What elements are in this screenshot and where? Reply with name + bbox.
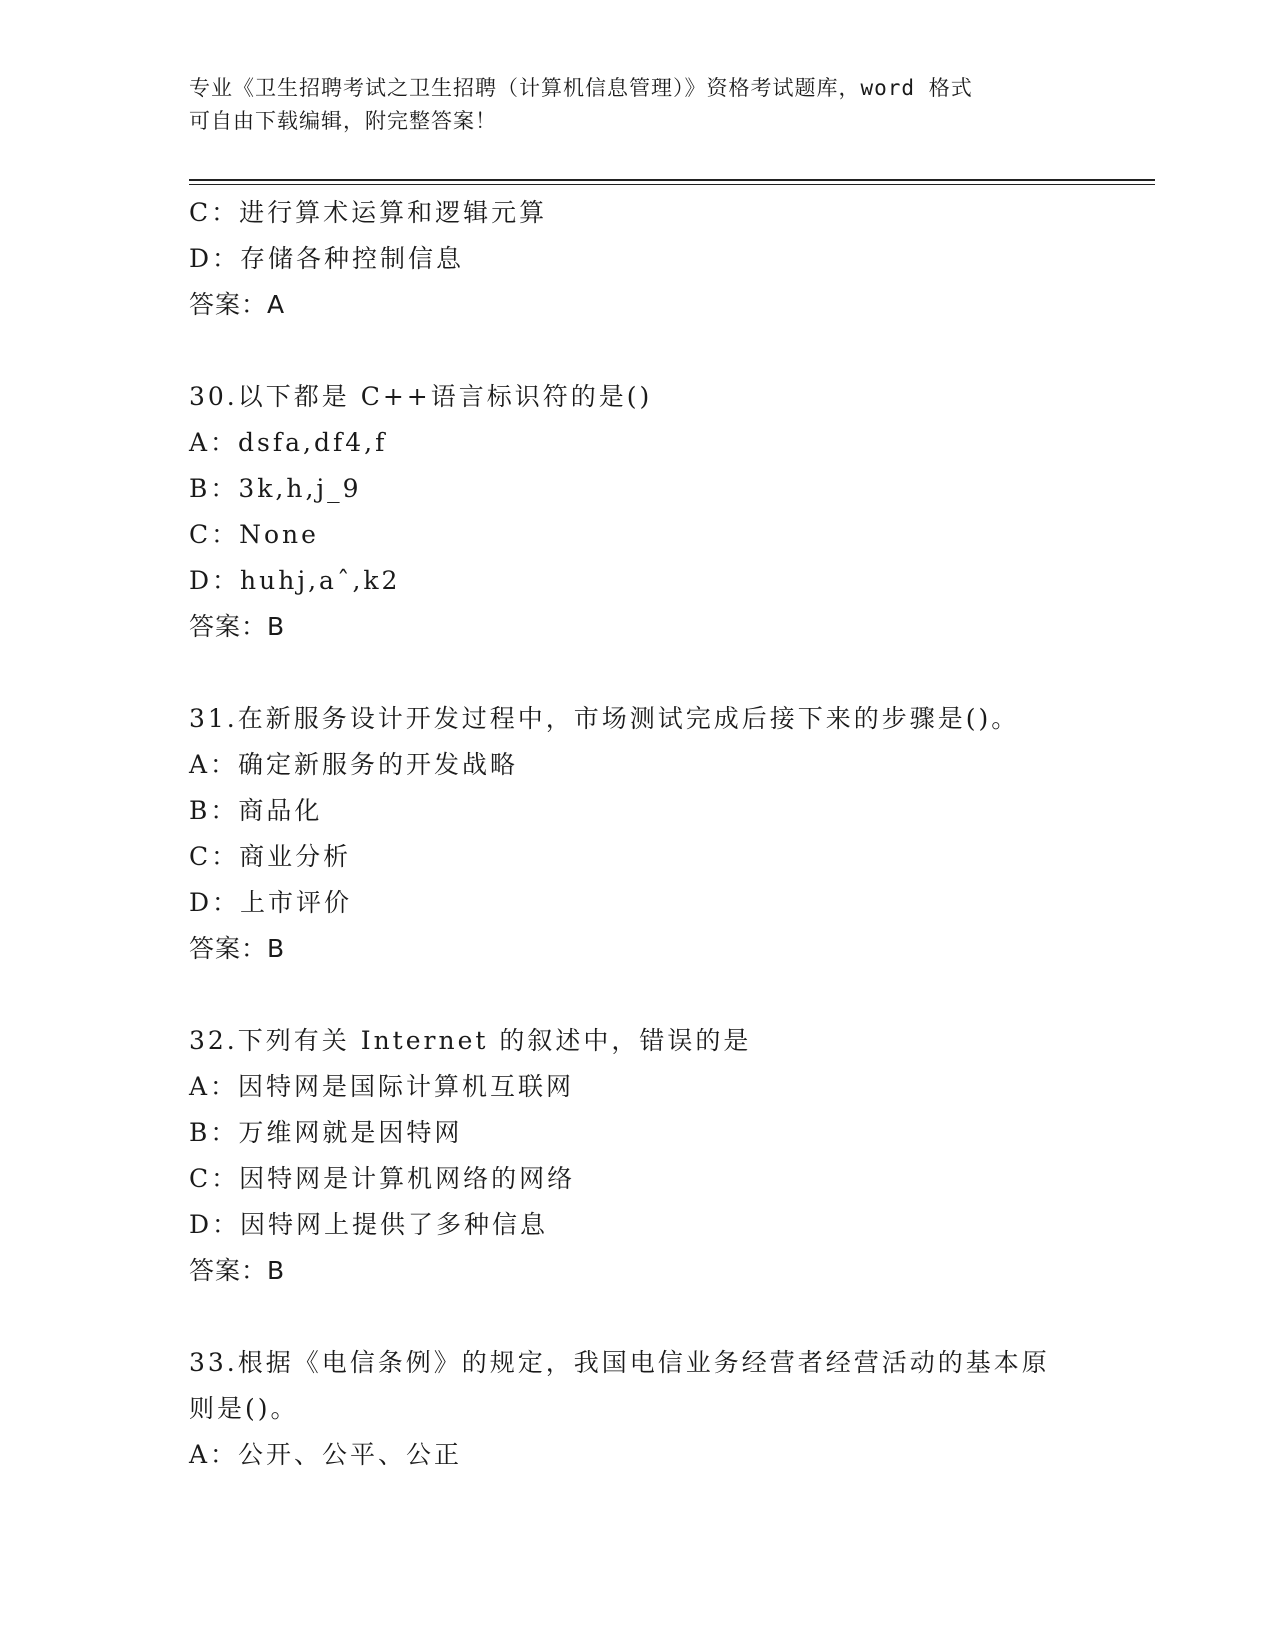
answer-line: 答案：B [189,934,286,963]
option-d: D：huhj,aˆ,k2 [189,566,401,595]
option-b: B：万维网就是因特网 [189,1118,463,1147]
option-d: D：存储各种控制信息 [189,244,465,273]
question-block-32 [189,1018,1109,1294]
question-stem: 30.以下都是 C++语言标识符的是() [189,382,653,411]
question-stem: 31.在新服务设计开发过程中，市场测试完成后接下来的步骤是()。 [189,704,1020,733]
spacer [189,328,1109,374]
question-block-31 [189,696,1109,972]
option-c: C：商业分析 [189,842,352,871]
option-b: B：3k,h,j_9 [189,474,362,503]
header-divider-thin [189,184,1155,185]
question-stem-line-1: 33.根据《电信条例》的规定，我国电信业务经营者经营活动的基本原 [189,1348,1050,1377]
header-title-line-1: 专业《卫生招聘考试之卫生招聘（计算机信息管理）》资格考试题库，word 格式 [189,76,973,100]
option-c: C：None [189,520,319,549]
option-a: A：因特网是国际计算机互联网 [189,1072,575,1101]
header-divider-thick [189,179,1155,181]
option-c: C：因特网是计算机网络的网络 [189,1164,576,1193]
question-block-29-continued [189,190,1109,328]
answer-line: 答案：A [189,290,286,319]
option-d: D：上市评价 [189,888,353,917]
spacer [189,1294,1109,1340]
question-stem-line-2: 则是()。 [189,1394,299,1423]
question-list [189,190,1109,1478]
option-a: A：dsfa,df4,f [189,428,388,457]
answer-line: 答案：B [189,612,286,641]
spacer [189,972,1109,1018]
spacer [189,650,1109,696]
option-b: B：商品化 [189,796,323,825]
document-header [189,72,1089,138]
header-title-line-2: 可自由下载编辑，附完整答案！ [189,109,497,133]
question-stem: 32.下列有关 Internet 的叙述中，错误的是 [189,1026,752,1055]
option-c: C：进行算术运算和逻辑元算 [189,198,548,227]
question-block-30 [189,374,1109,650]
option-a: A：公开、公平、公正 [189,1440,463,1469]
question-block-33 [189,1340,1109,1478]
answer-line: 答案：B [189,1256,286,1285]
option-a: A：确定新服务的开发战略 [189,750,519,779]
option-d: D：因特网上提供了多种信息 [189,1210,549,1239]
